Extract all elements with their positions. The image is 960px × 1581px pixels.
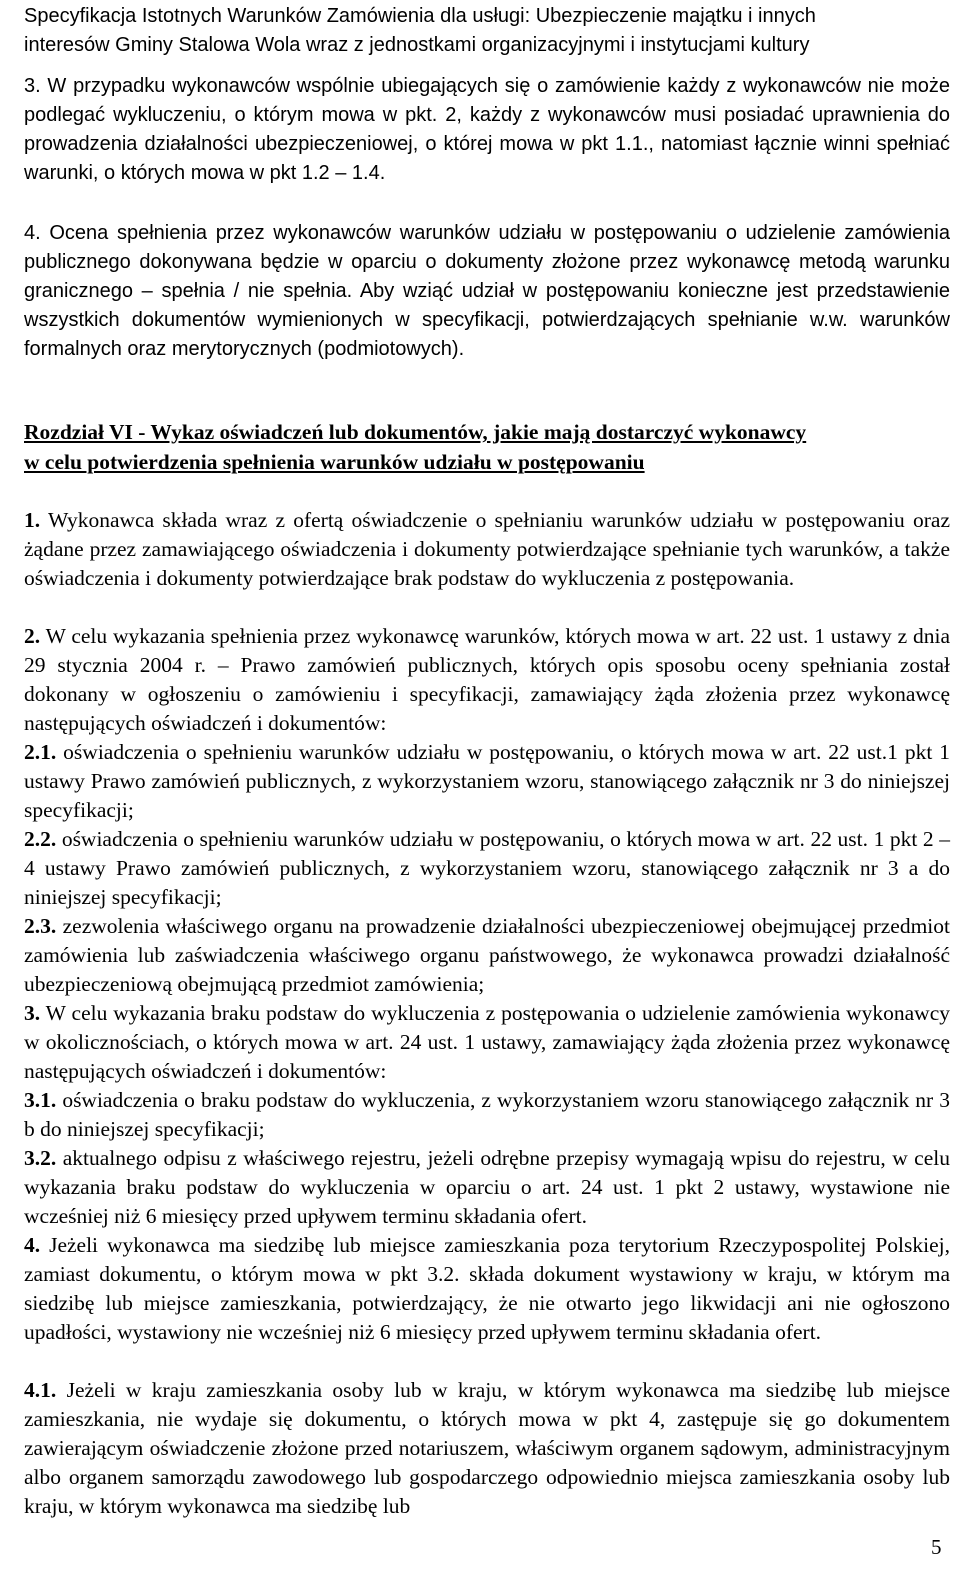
page-number: 5 [931,1535,942,1559]
paragraph-number: 1. [24,508,41,532]
paragraph-v-4: 4. Ocena spełnienia przez wykonawców warunków udziału w postępowaniu o udzielenie zamówienia publicznego dokonywana będzie w oparciu o dokumenty złożone przez wykonawcę metodą warunku granicznego – spełnia / nie spełnia. Aby wziąć udział w postępowaniu konieczne jest przedstawienie wszystkich dokumentów wymienionych w specyfikacji, potwierdzających spełnianie w.w. warunków formalnych oraz merytorycznych (podmiotowych). [24,222,950,360]
section-heading-line-2: w celu potwierdzenia spełnienia warunków udziału w postępowaniu [24,450,645,474]
paragraph-text: Jeżeli w kraju zamieszkania osoby lub w kraju, w którym wykonawca ma siedzibę lub miejsce zamieszkania, nie wydaje się dokumentu, o których mowa w pkt 4, zastępuje się go dokumentem zawierającym oświadczenie złożone przed notariuszem, właściwym organem sądowym, administracyjnym albo organem samorządu zawodowego lub gospodarczego odpowiednio miejsca zamieszkania osoby lub kraju, w którym wykonawca ma siedzibę lub [24,1378,950,1518]
paragraph-text: W celu wykazania braku podstaw do wykluczenia z postępowania o udzielenie zamówienia wykonawcy w okolicznościach, o których mowa w art. 24 ust. 1 ustawy, zamawiający żąda złożenia przez wykonawcę następujących oświadczeń i dokumentów: [24,1001,950,1083]
paragraph-number: 2.2. [24,827,57,851]
header-line-1: Specyfikacja Istotnych Warunków Zamówienia dla usługi: Ubezpieczenie majątku i innych [24,5,816,27]
paragraph-number: 3. [24,1001,41,1025]
paragraph-number: 2.1. [24,740,57,764]
paragraph-number: 3.2. [24,1146,57,1170]
paragraph-number: 2. [24,624,41,648]
paragraph-text: Jeżeli wykonawca ma siedzibę lub miejsce zamieszkania poza terytorium Rzeczypospolitej Polskiej, zamiast dokumentu, o którym mowa w pkt 3.2. składa dokument wystawiony w kraju, w którym ma siedzibę lub miejsce zamieszkania, potwierdzający, że nie otwarto jego likwidacji ani nie ogłoszono upadłości, wystawiony nie wcześniej niż 6 miesięcy przed upływem terminu składania ofert. [24,1233,950,1344]
paragraph-2-3 [24,912,950,999]
paragraph-text: aktualnego odpisu z właściwego rejestru, jeżeli odrębne przepisy wymagają wpisu do rejestru, w celu wykazania braku podstaw do wykluczenia w oparciu o art. 24 ust. 1 pkt 2 ustawy, wystawione nie wcześniej niż 6 miesięcy przed upływem terminu składania ofert. [24,1146,950,1228]
paragraph-text: Wykonawca składa wraz z ofertą oświadczenie o spełnianiu warunków udziału w postępowaniu oraz żądane przez zamawiającego oświadczenia i dokumenty potwierdzające spełnianie tych warunków, a także oświadczenia i dokumenty potwierdzające brak podstaw do wykluczenia z postępowania. [24,508,950,590]
paragraph-text: oświadczenia o spełnieniu warunków udziału w postępowaniu, o których mowa w art. 22 ust.1 pkt 1 ustawy Prawo zamówień publicznych, z wykorzystaniem wzoru, stanowiącego załącznik nr 3 do niniejszej specyfikacji; [24,740,950,822]
paragraph-3 [24,999,950,1086]
section-heading [24,417,950,477]
paragraph-2-1 [24,738,950,825]
document-header [24,2,944,60]
paragraph-2 [24,622,950,738]
paragraph-4-1 [24,1376,950,1521]
header-line-2: interesów Gminy Stalowa Wola wraz z jednostkami organizacyjnymi i instytucjami kultury [24,34,810,56]
paragraph-text: oświadczenia o braku podstaw do wykluczenia, z wykorzystaniem wzoru stanowiącego załącznik nr 3 b do niniejszej specyfikacji; [24,1088,950,1141]
paragraph-4 [24,1231,950,1347]
paragraph-text: W celu wykazania spełnienia przez wykonawcę warunków, których mowa w art. 22 ust. 1 ustawy z dnia 29 stycznia 2004 r. – Prawo zamówień publicznych, których opis sposobu oceny spełniania został dokonany w ogłoszeniu o zamówieniu i specyfikacji, zamawiający żąda złożenia przez wykonawcę następujących oświadczeń i dokumentów: [24,624,950,735]
paragraph-number: 4.1. [24,1378,57,1402]
paragraph-text: oświadczenia o spełnieniu warunków udziału w postępowaniu, o których mowa w art. 22 ust. 1 pkt 2 – 4 ustawy Prawo zamówień publicznych, z wykorzystaniem wzoru, stanowiącego załącznik nr 3 a do niniejszej specyfikacji; [24,827,950,909]
paragraph-text: zezwolenia właściwego organu na prowadzenie działalności ubezpieczeniowej obejmującej przedmiot zamówienia lub zaświadczenia właściwego organu państwowego, że wykonawca prowadzi działalność ubezpieczeniową obejmującą przedmiot zamówienia; [24,914,950,996]
section-heading-line-1: Rozdział VI - Wykaz oświadczeń lub dokumentów, jakie mają dostarczyć wykonawcy [24,420,807,444]
paragraph-number: 3.1. [24,1088,57,1112]
paragraph-number: 2.3. [24,914,57,938]
paragraph-3-1 [24,1086,950,1144]
paragraph-3-2 [24,1144,950,1231]
paragraph-2-2 [24,825,950,912]
paragraph-number: 4. [24,1233,41,1257]
paragraph-v-3: 3. W przypadku wykonawców wspólnie ubiegających się o zamówienie każdy z wykonawców nie może podlegać wykluczeniu, o którym mowa w pkt. 2, każdy z wykonawców musi posiadać uprawnienia do prowadzenia działalności ubezpieczeniowej, o której mowa w pkt 1.1., natomiast łącznie winni spełniać warunki, o których mowa w pkt 1.2 – 1.4. [24,75,950,184]
paragraph-1 [24,506,950,593]
